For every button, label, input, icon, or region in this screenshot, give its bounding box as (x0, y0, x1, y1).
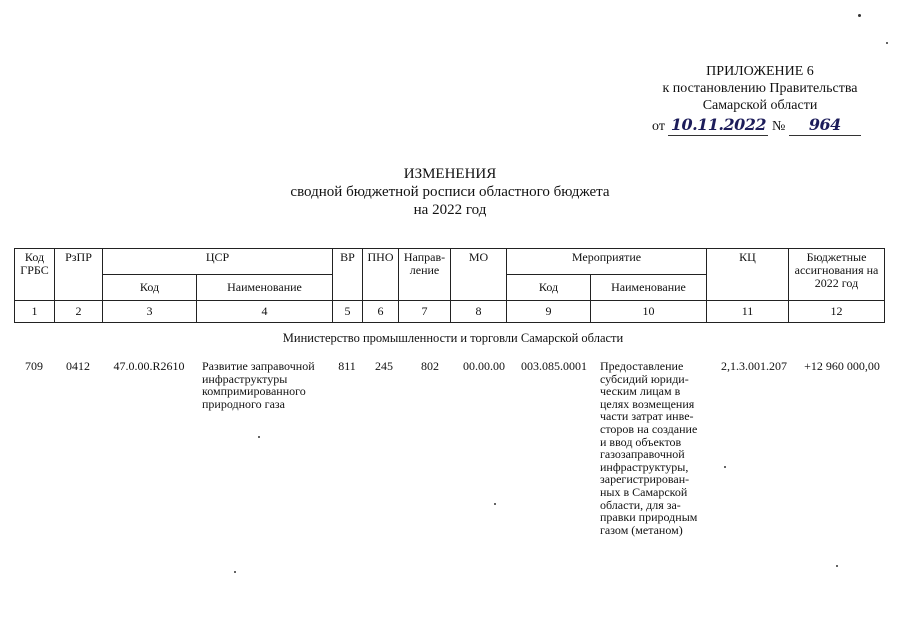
event-name-line: части затрат инве- (600, 409, 694, 424)
header-pno: ПНО (363, 249, 399, 301)
cell-event-code: 003.085.0001 (521, 359, 587, 373)
event-name-line: субсидий юриди- (600, 371, 689, 386)
event-name-line: правки природным (600, 510, 698, 525)
scan-speck (724, 466, 726, 468)
cell-allocation: +12 960 000,00 (804, 359, 880, 373)
column-number: 11 (707, 301, 789, 323)
header-csr-code: Код (103, 275, 197, 301)
header-event-name: Наименование (591, 275, 707, 301)
document-subtitle: сводной бюджетной росписи областного бюджета (290, 184, 610, 200)
column-number: 2 (55, 301, 103, 323)
section-title: Министерство промышленности и торговли Самарской области (282, 331, 624, 345)
header-mo: МО (451, 249, 507, 301)
document-year: на 2022 год (413, 202, 487, 218)
column-number: 8 (451, 301, 507, 323)
column-number: 9 (507, 301, 591, 323)
event-name-line: и ввод объектов (600, 434, 682, 449)
column-number: 12 (789, 301, 885, 323)
scan-speck (258, 436, 260, 438)
cell-grbs: 709 (25, 359, 43, 373)
csr-name-line: природного газа (202, 396, 285, 411)
cell-pno: 245 (375, 359, 393, 373)
appendix-title: ПРИЛОЖЕНИЕ 6 (706, 64, 814, 79)
event-name-line: области, для за- (600, 497, 681, 512)
appendix-line-1: к постановлению Правительства (662, 81, 858, 96)
event-name-line: целях возмещения (600, 396, 695, 411)
scan-speck (836, 565, 838, 567)
cell-mo: 00.00.00 (463, 359, 505, 373)
cell-event-name (600, 360, 714, 536)
column-number: 7 (399, 301, 451, 323)
cell-kc: 2,1.3.001.207 (721, 359, 787, 373)
event-name-line: зарегистрирован- (600, 472, 690, 487)
event-name-line: Предоставление (600, 359, 684, 373)
header-allocations: Бюджетные ассигнования на 2022 год (789, 249, 885, 301)
cell-direction: 802 (421, 359, 439, 373)
decree-reference (652, 115, 861, 136)
column-number: 1 (15, 301, 55, 323)
column-number: 6 (363, 301, 399, 323)
csr-name-line: компримированного (202, 384, 306, 399)
cell-vr: 811 (338, 359, 356, 373)
scan-speck (494, 503, 496, 505)
cell-csr-name (202, 360, 336, 410)
event-name-line: ческим лицам в (600, 384, 681, 399)
event-name-line: инфраструктуры, (600, 459, 689, 474)
column-number: 10 (591, 301, 707, 323)
date-prefix: от (652, 119, 665, 134)
csr-name-line: Развитие заправочной (202, 359, 315, 373)
appendix-line-2: Самарской области (702, 98, 818, 113)
header-direction: Направ-ление (399, 249, 451, 301)
header-event-code: Код (507, 275, 591, 301)
handwritten-number: 964 (808, 115, 841, 134)
header-csr: ЦСР (103, 249, 333, 275)
column-number: 3 (103, 301, 197, 323)
header-kc: КЦ (707, 249, 789, 301)
scan-speck (234, 571, 236, 573)
header-csr-name: Наименование (197, 275, 333, 301)
event-name-line: газом (метаном) (600, 522, 683, 537)
event-name-line: газозаправочной (600, 447, 685, 462)
event-name-line: сторов на создание (600, 421, 698, 436)
document-title: ИЗМЕНЕНИЯ (403, 166, 497, 182)
csr-name-line: инфраструктуры (202, 371, 288, 386)
header-grbs: Код ГРБС (15, 249, 55, 301)
column-number: 4 (197, 301, 333, 323)
number-sign: № (771, 119, 786, 134)
handwritten-date: 10.11.2022 (670, 115, 767, 134)
scan-speck (886, 42, 888, 44)
cell-csr-code: 47.0.00.R2610 (113, 359, 185, 373)
header-rzpr: РзПР (55, 249, 103, 301)
header-event: Мероприятие (507, 249, 707, 275)
header-vr: ВР (333, 249, 363, 301)
event-name-line: ных в Самарской (600, 484, 688, 499)
cell-rzpr: 0412 (66, 359, 90, 373)
budget-table-header (14, 248, 885, 323)
column-number: 5 (333, 301, 363, 323)
scan-speck (858, 14, 861, 17)
